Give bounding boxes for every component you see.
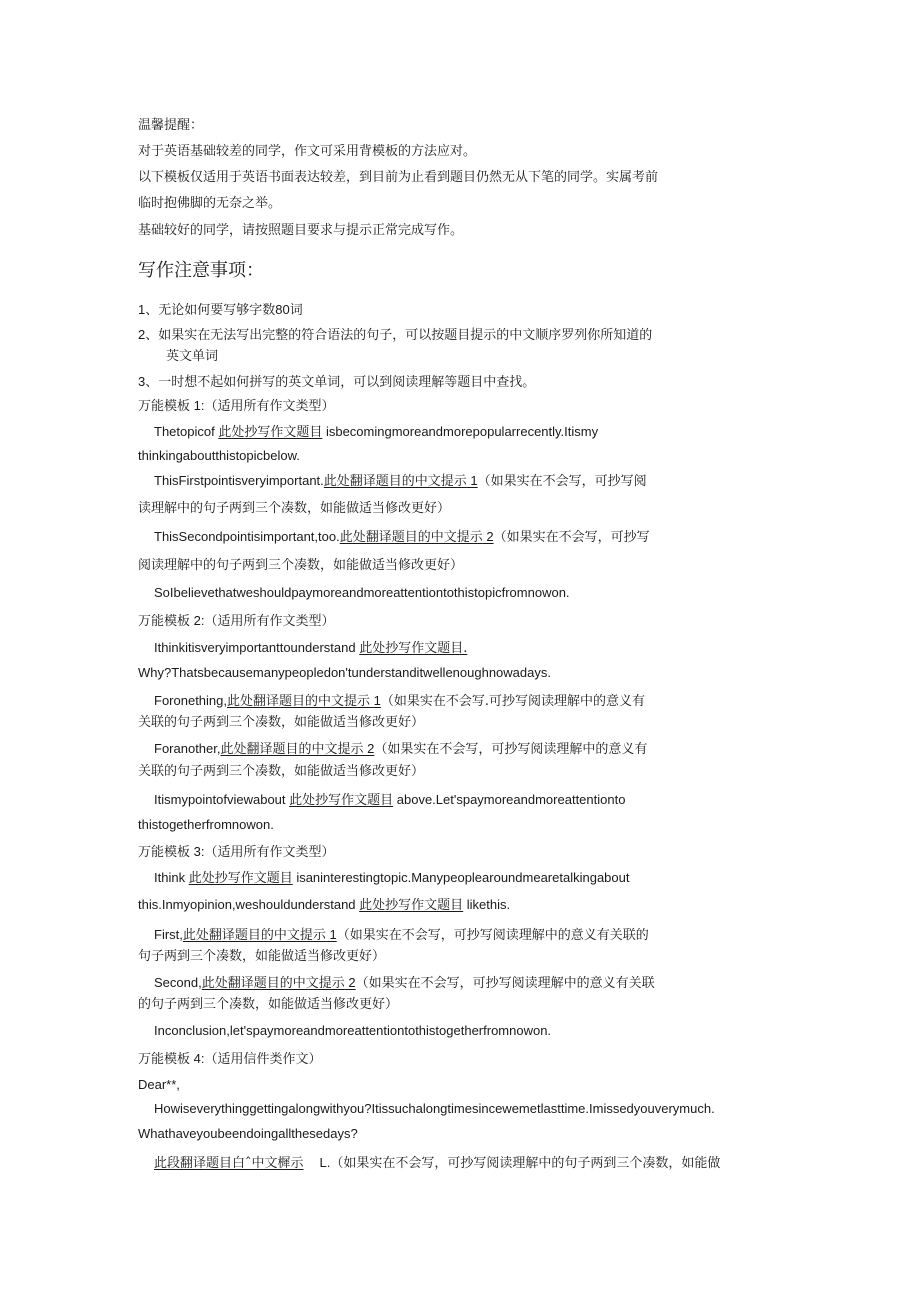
template-1-line: thinkingaboutthistopicbelow. <box>138 448 300 463</box>
template-2-line: Itismypointofviewabout 此处抄写作文题目 above.Let'spaymoreandmoreattentionto <box>154 792 626 808</box>
template-3-line: Second,此处翻译题目的中文提示 2（如果实在不会写，可抄写阅读理解中的意义有关联 <box>154 975 655 991</box>
template-3-line: Inconclusion,let'spaymoreandmoreattentiontothistogetherfromnowon. <box>154 1023 552 1038</box>
template-2-title: 万能模板 2:（适用所有作文类型） <box>138 613 335 629</box>
note-1: 1、无论如何要写够字数80词 <box>138 302 303 318</box>
template-3-line: this.Inmyopinion,weshouldunderstand 此处抄写作文题目 likethis. <box>138 897 511 913</box>
template-2-line: Why?Thatsbecausemanypeopledon'tunderstanditwellenoughnowadays. <box>138 665 551 680</box>
intro-line: 对于英语基础较差的同学，作文可采用背模板的方法应对。 <box>138 144 477 159</box>
template-3-line: Ithink 此处抄写作文题目 isaninterestingtopic.Manypeoplearoundmearetalkingabout <box>154 870 630 886</box>
template-1-line: 阅读理解中的句子两到三个凑数，如能做适当修改更好） <box>138 558 464 573</box>
intro-title: 温馨提醒： <box>138 118 204 133</box>
template-1-title: 万能模板 1:（适用所有作文类型） <box>138 398 335 414</box>
note-2-cont: 英文单词 <box>166 349 219 364</box>
template-1-line: Thetopicof 此处抄写作文题目 isbecomingmoreandmorepopularrecently.Itismy <box>154 424 599 440</box>
note-3: 3、一时想不起如何拼写的英文单词，可以到阅读理解等题目中查找。 <box>138 374 536 390</box>
template-4-line: Howiseverythinggettingalongwithyou?Itissuchalongtimesincewemetlasttime.Imissedyouverymuch. <box>154 1101 715 1116</box>
template-1-line: SoIbelievethatweshouldpaymoreandmoreattentiontothistopicfromnowon. <box>154 585 570 600</box>
template-4-line: Whathaveyoubeendoingallthesedays? <box>138 1126 358 1141</box>
note-2: 2、如果实在无法写出完整的符合语法的句子，可以按题目提示的中文顺序罗列你所知道的 <box>138 327 653 343</box>
template-4-line: 此段翻译题目白ˆ中文樨示 L.（如果实在不会写，可抄写阅读理解中的句子两到三个凑数，如能做 <box>154 1155 721 1171</box>
template-3-line: 的句子两到三个凑数，如能做适当修改更好） <box>138 997 399 1012</box>
intro-line: 以下模板仅适用于英语书面表达较差，到目前为止看到题目仍然无从下笔的同学。实属考前 <box>138 170 659 185</box>
letter-salutation: Dear**, <box>138 1077 180 1092</box>
template-2-line: Foranother,此处翻译题目的中文提示 2（如果实在不会写，可抄写阅读理解中的意义有 <box>154 741 648 757</box>
intro-line: 临时抱佛脚的无奈之举。 <box>138 196 282 211</box>
template-3-line: First,此处翻译题目的中文提示 1（如果实在不会写，可抄写阅读理解中的意义有关联的 <box>154 927 649 943</box>
template-1-line: ThisSecondpointisimportant,too.此处翻译题目的中文提示 2（如果实在不会写，可抄写 <box>154 529 650 545</box>
template-1-line: ThisFirstpointisveryimportant.此处翻译题目的中文提示 1（如果实在不会写，可抄写阅 <box>154 473 647 489</box>
notes-heading: 写作注意事项： <box>138 260 264 281</box>
template-3-line: 句子两到三个凑数，如能做适当修改更好） <box>138 949 386 964</box>
template-2-line: Ithinkitisveryimportanttounderstand 此处抄写作文题目. <box>154 640 468 656</box>
template-1-line: 读理解中的句子两到三个凑数，如能做适当修改更好） <box>138 501 451 516</box>
template-2-line: Foronething,此处翻译题目的中文提示 1（如果实在不会写.可抄写阅读理解中的意义有 <box>154 693 645 709</box>
template-2-line: thistogetherfromnowon. <box>138 817 274 832</box>
template-3-title: 万能模板 3:（适用所有作文类型） <box>138 844 335 860</box>
template-2-line: 关联的句子两到三个凑数，如能做适当修改更好） <box>138 764 425 779</box>
intro-line: 基础较好的同学，请按照题目要求与提示正常完成写作。 <box>138 223 464 238</box>
template-2-line: 关联的句子两到三个凑数，如能做适当修改更好） <box>138 715 425 730</box>
template-4-title: 万能模板 4:（适用信件类作文） <box>138 1051 322 1067</box>
